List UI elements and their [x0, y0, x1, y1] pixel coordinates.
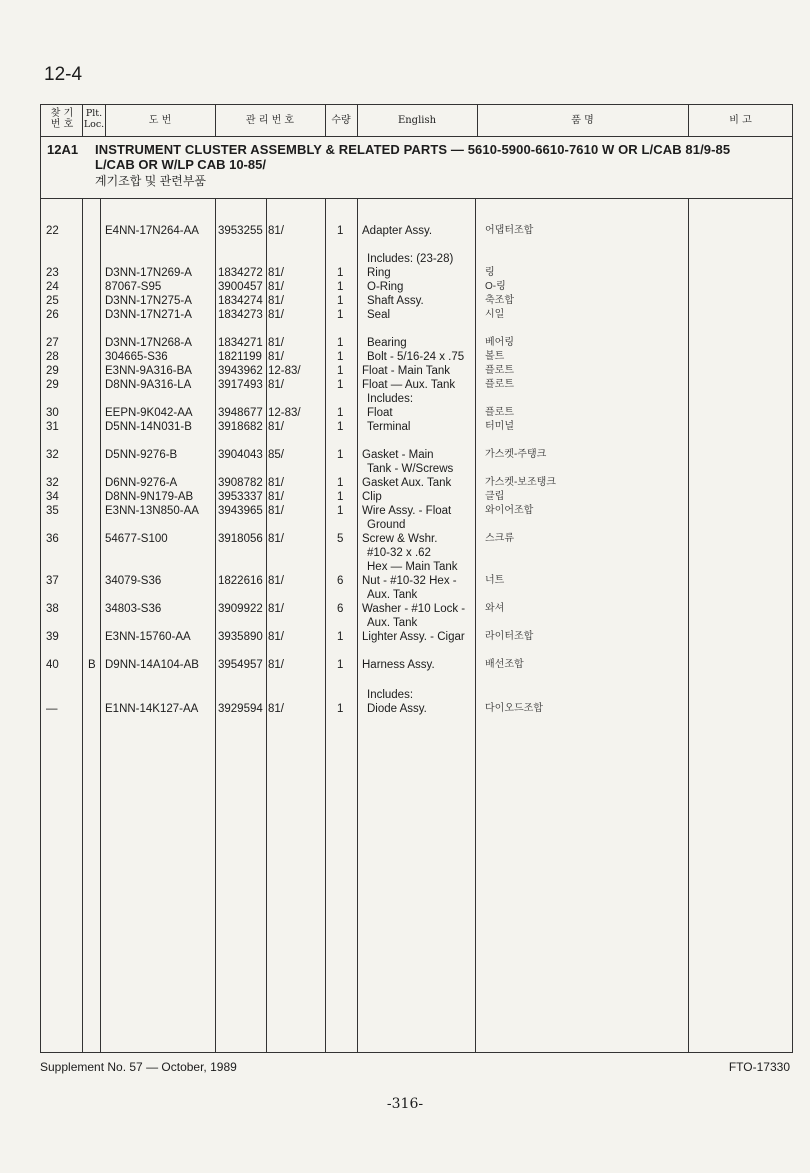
korean-description: 가스켓-주탱크 — [485, 449, 547, 460]
header-rule — [40, 136, 793, 137]
item-number: 39 — [46, 631, 59, 643]
effective-date: 81/ — [268, 379, 284, 391]
korean-description: 어댑터조합 — [485, 225, 534, 236]
korean-description: O-링 — [485, 281, 506, 292]
column-divider — [325, 198, 326, 1053]
effective-date: 81/ — [268, 477, 284, 489]
effective-date: 85/ — [268, 449, 284, 461]
part-number: D5NN-14N031-B — [105, 421, 192, 433]
effective-date: 81/ — [268, 309, 284, 321]
english-description: Screw & Wshr. — [362, 533, 438, 545]
part-number: E3NN-9A316-BA — [105, 365, 192, 377]
management-number: 3904043 — [218, 449, 263, 461]
management-number: 3918056 — [218, 533, 263, 545]
item-number: 28 — [46, 351, 59, 363]
quantity: 1 — [337, 407, 344, 419]
english-description: Float — Aux. Tank — [362, 379, 456, 391]
korean-description: 볼트 — [485, 351, 505, 362]
effective-date: 12-83/ — [268, 407, 301, 419]
korean-description: 스크류 — [485, 533, 514, 544]
english-description: #10-32 x .62 — [367, 547, 431, 559]
korean-description: 가스켓-보조탱크 — [485, 477, 556, 488]
quantity: 1 — [337, 295, 344, 307]
korean-description: 너트 — [485, 575, 505, 586]
part-number: D6NN-9276-A — [105, 477, 178, 489]
part-number: D3NN-17N271-A — [105, 309, 192, 321]
item-number: 37 — [46, 575, 59, 587]
management-number: 3935890 — [218, 631, 263, 643]
section-rule — [40, 198, 793, 199]
effective-date: 81/ — [268, 281, 284, 293]
quantity: 1 — [337, 281, 344, 293]
header-english: English — [397, 115, 437, 126]
management-number: 1834273 — [218, 309, 263, 321]
management-number: 3948677 — [218, 407, 263, 419]
page-id: 12-4 — [44, 64, 83, 85]
english-description: Float — [367, 407, 393, 419]
management-number: 3953255 — [218, 225, 263, 237]
quantity: 1 — [337, 309, 344, 321]
english-description: Float - Main Tank — [362, 365, 450, 377]
english-description: Aux. Tank — [367, 617, 418, 629]
english-description: Gasket - Main — [362, 449, 434, 461]
part-number: 54677-S100 — [105, 533, 168, 545]
quantity: 1 — [337, 703, 344, 715]
english-description: Lighter Assy. - Cigar — [362, 631, 465, 643]
part-number: D8NN-9N179-AB — [105, 491, 194, 503]
header-part-name: 품 명 — [571, 115, 594, 126]
section-title-continued: L/CAB OR W/LP CAB 10-85/ — [95, 157, 266, 172]
korean-description: 다이오드조합 — [485, 703, 543, 714]
header-remarks: 비 고 — [729, 115, 752, 126]
item-number: 24 — [46, 281, 59, 293]
part-number: 34079-S36 — [105, 575, 162, 587]
quantity: 1 — [337, 631, 344, 643]
korean-description: 배선조합 — [485, 659, 524, 670]
english-description: Washer - #10 Lock - — [362, 603, 466, 615]
part-number: E3NN-15760-AA — [105, 631, 191, 643]
column-divider — [266, 198, 267, 1053]
english-description: Seal — [367, 309, 391, 321]
korean-description: 링 — [485, 267, 495, 278]
supplement-note: Supplement No. 57 — October, 1989 — [40, 1060, 237, 1074]
part-number: EEPN-9K042-AA — [105, 407, 193, 419]
item-number: 36 — [46, 533, 59, 545]
management-number: 1834271 — [218, 337, 263, 349]
item-number: 25 — [46, 295, 59, 307]
english-description: Shaft Assy. — [367, 295, 424, 307]
page-number: -316- — [386, 1096, 424, 1112]
item-number: 29 — [46, 379, 59, 391]
quantity: 6 — [337, 575, 344, 587]
plant-location: B — [88, 659, 96, 671]
header-management-number: 관 리 번 호 — [245, 115, 295, 126]
item-number: 34 — [46, 491, 59, 503]
korean-description: 축조합 — [485, 295, 514, 306]
effective-date: 81/ — [268, 659, 284, 671]
effective-date: 81/ — [268, 575, 284, 587]
management-number: 3929594 — [218, 703, 263, 715]
korean-description: 와이어조합 — [485, 505, 534, 516]
quantity: 1 — [337, 421, 344, 433]
management-number: 3909922 — [218, 603, 263, 615]
effective-date: 81/ — [268, 351, 284, 363]
management-number: 3900457 — [218, 281, 263, 293]
management-number: 3917493 — [218, 379, 263, 391]
english-description: Includes: (23-28) — [367, 253, 454, 265]
part-number: D3NN-17N269-A — [105, 267, 192, 279]
effective-date: 81/ — [268, 421, 284, 433]
header-plant-location: Plt. Loc. — [83, 108, 105, 130]
management-number: 1822616 — [218, 575, 263, 587]
english-description: Gasket Aux. Tank — [362, 477, 452, 489]
part-number: D3NN-17N268-A — [105, 337, 192, 349]
quantity: 1 — [337, 449, 344, 461]
column-divider — [475, 198, 476, 1053]
column-divider — [215, 198, 216, 1053]
management-number: 1834272 — [218, 267, 263, 279]
effective-date: 81/ — [268, 295, 284, 307]
english-description: Ground — [367, 519, 406, 531]
management-number: 3943962 — [218, 365, 263, 377]
effective-date: 81/ — [268, 631, 284, 643]
english-description: Ring — [367, 267, 391, 279]
english-description: Adapter Assy. — [362, 225, 433, 237]
item-number: 29 — [46, 365, 59, 377]
item-number: 27 — [46, 337, 59, 349]
english-description: Aux. Tank — [367, 589, 418, 601]
korean-description: 플로트 — [485, 407, 514, 418]
effective-date: 81/ — [268, 505, 284, 517]
item-number: 23 — [46, 267, 59, 279]
part-number: D3NN-17N275-A — [105, 295, 192, 307]
section-code: 12A1 — [47, 142, 79, 157]
effective-date: 81/ — [268, 603, 284, 615]
item-number: 32 — [46, 477, 59, 489]
quantity: 1 — [337, 365, 344, 377]
quantity: 1 — [337, 337, 344, 349]
effective-date: 81/ — [268, 267, 284, 279]
part-number: E4NN-17N264-AA — [105, 225, 199, 237]
management-number: 3954957 — [218, 659, 263, 671]
header-index: 찾 기 번 호 — [50, 108, 74, 130]
part-number: E1NN-14K127-AA — [105, 703, 199, 715]
management-number: 3918682 — [218, 421, 263, 433]
management-number: 1821199 — [218, 351, 262, 363]
management-number: 3908782 — [218, 477, 263, 489]
korean-description: 시일 — [485, 309, 505, 320]
item-number: — — [46, 703, 58, 715]
part-number: 34803-S36 — [105, 603, 162, 615]
quantity: 1 — [337, 351, 344, 363]
item-number: 26 — [46, 309, 59, 321]
english-description: O-Ring — [367, 281, 404, 293]
management-number: 3953337 — [218, 491, 263, 503]
item-number: 30 — [46, 407, 59, 419]
column-divider — [100, 198, 101, 1053]
header-quantity: 수량 — [331, 115, 351, 126]
part-number: D8NN-9A316-LA — [105, 379, 192, 391]
english-description: Nut - #10-32 Hex - — [362, 575, 457, 587]
english-description: Hex — Main Tank — [367, 561, 458, 573]
quantity: 5 — [337, 533, 344, 545]
quantity: 1 — [337, 505, 344, 517]
korean-description: 클립 — [485, 491, 505, 502]
column-divider — [357, 198, 358, 1053]
english-description: Includes: — [367, 689, 414, 701]
item-number: 22 — [46, 225, 59, 237]
management-number: 3943965 — [218, 505, 263, 517]
quantity: 1 — [337, 477, 344, 489]
quantity: 1 — [337, 225, 344, 237]
english-description: Includes: — [367, 393, 414, 405]
english-description: Harness Assy. — [362, 659, 435, 671]
effective-date: 81/ — [268, 491, 284, 503]
english-description: Clip — [362, 491, 382, 503]
quantity: 1 — [337, 659, 344, 671]
section-title: INSTRUMENT CLUSTER ASSEMBLY & RELATED PARTS — 5610-5900-6610-7610 W OR L/CAB 81/9-85 — [95, 142, 731, 157]
part-number: D5NN-9276-B — [105, 449, 178, 461]
korean-description: 터미널 — [485, 421, 514, 432]
part-number: E3NN-13N850-AA — [105, 505, 199, 517]
english-description: Tank - W/Screws — [367, 463, 454, 475]
item-number: 38 — [46, 603, 59, 615]
quantity: 1 — [337, 491, 344, 503]
effective-date: 81/ — [268, 533, 284, 545]
english-description: Wire Assy. - Float — [362, 505, 452, 517]
part-number: 87067-S95 — [105, 281, 162, 293]
english-description: Bearing — [367, 337, 407, 349]
effective-date: 12-83/ — [268, 365, 301, 377]
item-number: 35 — [46, 505, 59, 517]
english-description: Terminal — [367, 421, 411, 433]
management-number: 1834274 — [218, 295, 263, 307]
header-drawing-number: 도 번 — [148, 115, 172, 126]
english-description: Bolt - 5/16-24 x .75 — [367, 351, 465, 363]
effective-date: 81/ — [268, 703, 284, 715]
column-divider — [82, 198, 83, 1053]
item-number: 32 — [46, 449, 59, 461]
quantity: 1 — [337, 267, 344, 279]
quantity: 1 — [337, 379, 344, 391]
korean-description: 베어링 — [485, 337, 514, 348]
korean-description: 플로트 — [485, 379, 514, 390]
effective-date: 81/ — [268, 225, 284, 237]
section-title-korean: 계기조합 및 관련부품 — [95, 174, 206, 188]
effective-date: 81/ — [268, 337, 284, 349]
korean-description: 와셔 — [485, 603, 505, 614]
korean-description: 플로트 — [485, 365, 514, 376]
korean-description: 라이터조합 — [485, 631, 534, 642]
item-number: 31 — [46, 421, 59, 433]
part-number: D9NN-14A104-AB — [105, 659, 199, 671]
english-description: Diode Assy. — [367, 703, 427, 715]
form-code: FTO-17330 — [728, 1060, 790, 1074]
quantity: 6 — [337, 603, 344, 615]
item-number: 40 — [46, 659, 59, 671]
column-divider — [688, 198, 689, 1053]
part-number: 304665-S36 — [105, 351, 168, 363]
